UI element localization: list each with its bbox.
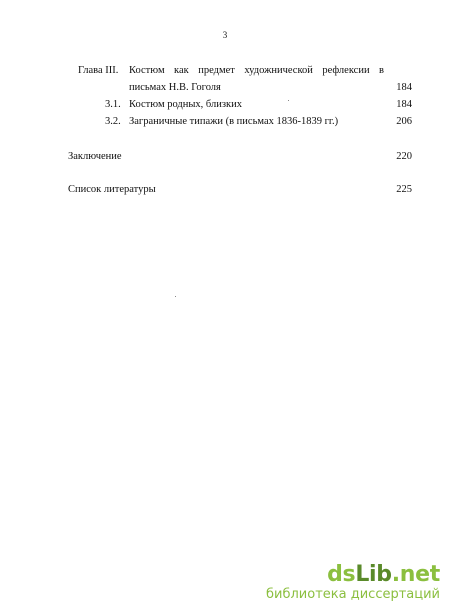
scan-speck bbox=[288, 100, 289, 101]
toc-conclusion-title: Заключение bbox=[68, 151, 122, 162]
page-number: 3 bbox=[222, 30, 228, 40]
dslib-logo-net: .net bbox=[391, 562, 440, 587]
dslib-subtitle: библиотека диссертаций bbox=[266, 587, 440, 602]
toc-chapter3-page: 184 bbox=[396, 82, 412, 93]
toc-bibliography-title: Список литературы bbox=[68, 184, 156, 195]
toc-section-3-1-label: 3.1. bbox=[105, 99, 121, 110]
toc-conclusion-page: 220 bbox=[396, 151, 412, 162]
dslib-logo bbox=[266, 563, 440, 587]
dslib-watermark bbox=[266, 563, 440, 602]
toc-section-3-1-title: Костюм родных, близких bbox=[129, 99, 242, 110]
toc-chapter3-title-line2: письмах Н.В. Гоголя bbox=[129, 82, 221, 93]
toc-chapter3-label: Глава III. bbox=[78, 65, 119, 76]
dslib-logo-ds: ds bbox=[327, 562, 356, 587]
toc-bibliography-page: 225 bbox=[396, 184, 412, 195]
toc-section-3-2-title: Заграничные типажи (в письмах 1836-1839 гг.) bbox=[129, 116, 339, 127]
toc-section-3-1-page: 184 bbox=[396, 99, 412, 110]
toc-section-3-2-page: 206 bbox=[396, 116, 412, 127]
toc-section-3-2-label: 3.2. bbox=[105, 116, 121, 127]
scan-speck bbox=[175, 296, 176, 297]
toc-chapter3-title-line1: Костюм как предмет художнической рефлексии в bbox=[129, 65, 384, 76]
dslib-logo-lib: Lib bbox=[355, 562, 392, 587]
